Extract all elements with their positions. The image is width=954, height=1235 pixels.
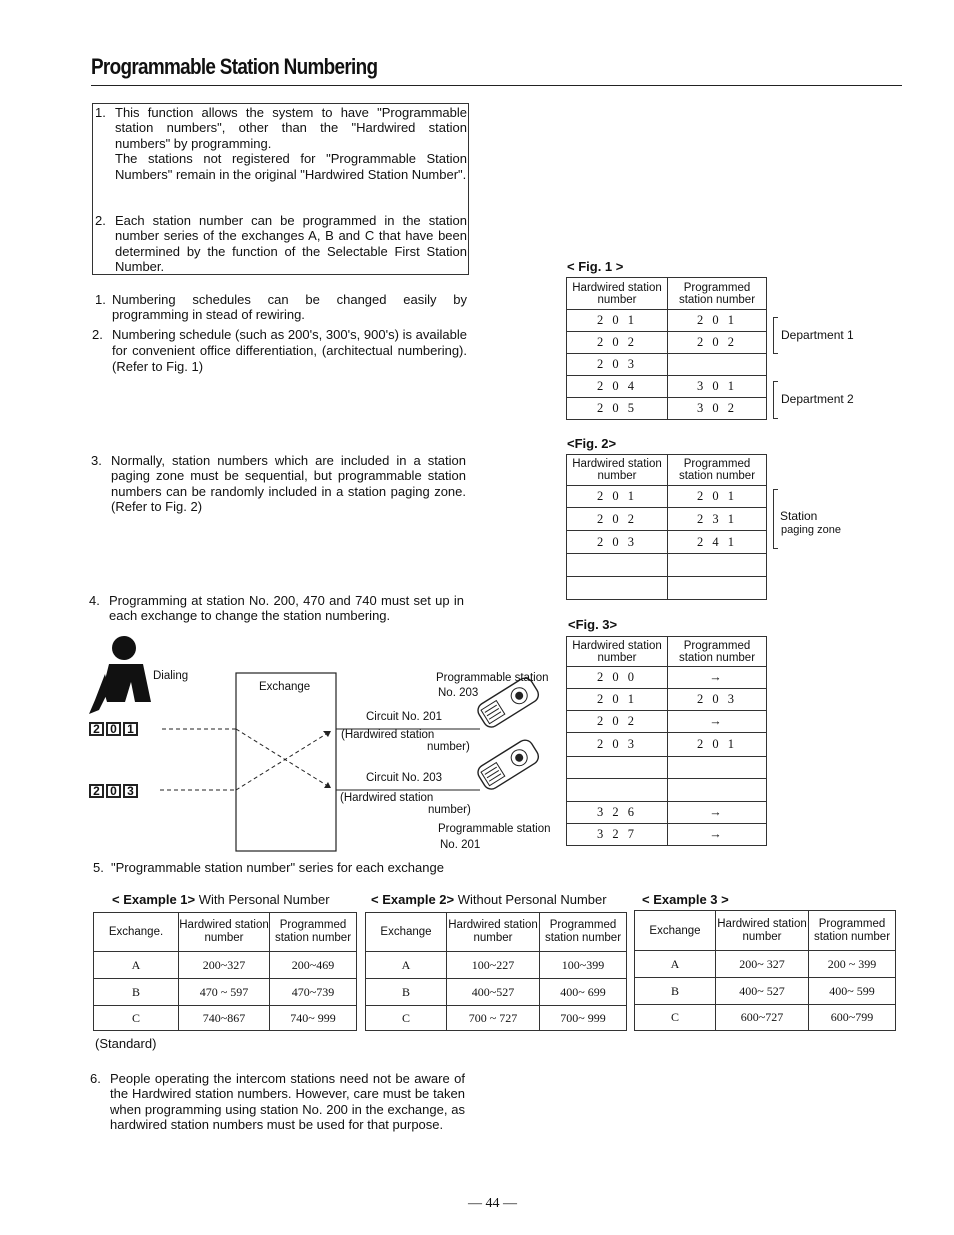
table-cell: 2 0 0 — [567, 667, 668, 689]
ex3-header-exchange: Exchange — [635, 911, 716, 951]
table-cell: 2 0 5 — [567, 398, 668, 420]
table-cell: A — [635, 951, 716, 978]
exchange-label: Exchange — [259, 681, 311, 693]
brace-department-2 — [773, 381, 778, 419]
table-cell: 400~527 — [447, 979, 540, 1006]
table-cell: 200~ 327 — [716, 951, 809, 978]
example-1-table — [93, 912, 357, 1031]
item-1: 1. Numbering schedules can be changed easily by programming in stead of rewiring. — [95, 292, 467, 323]
table-cell: 2 0 1 — [567, 486, 668, 508]
example-2-table — [365, 912, 627, 1031]
table-cell: 200~469 — [270, 952, 357, 979]
table-cell — [668, 779, 767, 802]
key-digit: 0 — [106, 722, 121, 736]
fig3-header-hw: Hardwired station number — [567, 637, 668, 667]
fig1-label: < Fig. 1 > — [567, 259, 624, 274]
standard-label: (Standard) — [95, 1036, 157, 1051]
key-digit: 1 — [123, 722, 138, 736]
fig3-table — [566, 636, 767, 846]
prog-station-201-line1: Programmable station — [438, 823, 551, 835]
table-cell — [567, 779, 668, 802]
ex3-header-hw: Hardwired station number — [716, 911, 809, 951]
brace-department-1 — [773, 317, 778, 354]
table-cell: B — [635, 978, 716, 1005]
table-cell: 600~799 — [809, 1005, 896, 1031]
hardwired-b-line2: number) — [428, 804, 471, 816]
table-cell — [668, 554, 767, 577]
exchange-box — [236, 673, 336, 851]
ex1-header-hw: Hardwired station number — [179, 913, 270, 952]
table-cell: C — [366, 1006, 447, 1031]
table-cell: 100~227 — [447, 952, 540, 979]
table-cell: 2 0 3 — [668, 689, 767, 711]
table-cell — [567, 577, 668, 600]
fig2-header-hw: Hardwired station number — [567, 455, 668, 486]
prog-station-201-line2: No. 201 — [440, 839, 481, 851]
keypad-203 — [89, 784, 138, 798]
example-3-table — [634, 910, 896, 1031]
key-digit: 2 — [89, 722, 104, 736]
example-2-heading: < Example 2> Without Personal Number — [371, 892, 607, 907]
table-cell: C — [635, 1005, 716, 1031]
table-cell: 470~739 — [270, 979, 357, 1006]
table-cell: B — [366, 979, 447, 1006]
table-cell: 200~327 — [179, 952, 270, 979]
intro-item-1: 1. This function allows the system to have "Programmable station numbers", other than the "Hardwired station numbers" by programming. The stations not registered for "Programmable Station Numbers" remain in the original "Hardwired Station Number". — [95, 105, 467, 182]
ex2-header-prog: Programmed station number — [540, 913, 627, 952]
table-cell: 2 0 3 — [567, 531, 668, 554]
table-cell: 2 0 1 — [567, 310, 668, 332]
hardwired-a-line1: (Hardwired station — [341, 729, 435, 741]
table-cell: 2 0 2 — [567, 332, 668, 354]
item-5: 5. "Programmable station number" series for each exchange — [93, 860, 444, 875]
paging-zone-label-1: Station — [780, 509, 818, 523]
table-cell — [668, 757, 767, 779]
table-cell: 3 2 6 — [567, 802, 668, 824]
department-1-label: Department 1 — [781, 328, 854, 342]
department-2-label: Department 2 — [781, 392, 854, 406]
circuit-201-label: Circuit No. 201 — [366, 711, 443, 723]
page-title: Programmable Station Numbering — [91, 54, 378, 79]
table-cell: 2 0 4 — [567, 376, 668, 398]
table-cell: → — [668, 711, 767, 733]
ex2-header-hw: Hardwired station number — [447, 913, 540, 952]
item-4: 4. Programming at station No. 200, 470 and 740 must set up in each exchange to change the station numbering. — [89, 593, 464, 624]
item-2: 2. Numbering schedule (such as 200's, 300's, 900's) is available for convenient office differentiation, (architectual numbering). (Refer to Fig. 1) — [92, 327, 467, 374]
fig1-table — [566, 277, 767, 420]
table-cell: 740~ 999 — [270, 1006, 357, 1031]
table-cell: 600~727 — [716, 1005, 809, 1031]
example-3-heading: < Example 3 > — [642, 892, 729, 907]
table-cell: C — [94, 1006, 179, 1031]
table-cell: 100~399 — [540, 952, 627, 979]
table-cell: 2 4 1 — [668, 531, 767, 554]
table-cell: 700~ 999 — [540, 1006, 627, 1031]
table-cell: 3 0 2 — [668, 398, 767, 420]
fig2-table — [566, 454, 767, 600]
table-cell — [567, 554, 668, 577]
table-cell: 2 0 2 — [668, 332, 767, 354]
table-cell: 400~ 699 — [540, 979, 627, 1006]
table-cell: 2 0 2 — [567, 711, 668, 733]
example-1-heading: < Example 1> With Personal Number — [112, 892, 330, 907]
hardwired-a-line2: number) — [427, 741, 470, 753]
table-cell: 470 ~ 597 — [179, 979, 270, 1006]
table-cell: A — [366, 952, 447, 979]
item-6: 6. People operating the intercom stations need not be aware of the Hardwired station numbers. However, care must be taken when programming using station No. 200 in the exchange, as hardwired station numbers must be used for that purpose. — [90, 1071, 465, 1133]
key-digit: 3 — [123, 784, 138, 798]
brace-paging-zone — [773, 489, 778, 549]
ex1-header-prog: Programmed station number — [270, 913, 357, 952]
table-cell: B — [94, 979, 179, 1006]
table-cell: 2 0 1 — [567, 689, 668, 711]
table-cell: 2 0 1 — [668, 310, 767, 332]
table-cell: 3 2 7 — [567, 824, 668, 846]
table-cell — [668, 354, 767, 376]
table-cell: 740~867 — [179, 1006, 270, 1031]
table-cell: 700 ~ 727 — [447, 1006, 540, 1031]
fig1-header-hw: Hardwired station number — [567, 278, 668, 310]
table-cell: 200 ~ 399 — [809, 951, 896, 978]
table-cell — [567, 757, 668, 779]
hardwired-b-line1: (Hardwired station — [340, 792, 434, 804]
table-cell: 2 0 1 — [668, 733, 767, 757]
title-rule — [91, 85, 902, 86]
fig1-header-prog: Programmed station number — [668, 278, 767, 310]
ex2-header-exchange: Exchange — [366, 913, 447, 952]
table-cell: 400~ 527 — [716, 978, 809, 1005]
paging-zone-label-2: paging zone — [781, 524, 841, 536]
prog-station-203-line1: Programmable station — [436, 672, 549, 684]
fig3-header-prog: Programmed station number — [668, 637, 767, 667]
table-cell: → — [668, 824, 767, 846]
table-cell: 2 0 3 — [567, 733, 668, 757]
keypad-201 — [89, 722, 138, 736]
ex1-header-exchange: Exchange. — [94, 913, 179, 952]
dialing-label: Dialing — [153, 670, 189, 682]
fig2-header-prog: Programmed station number — [668, 455, 767, 486]
table-cell: 2 0 3 — [567, 354, 668, 376]
table-cell — [668, 577, 767, 600]
table-cell: 2 0 1 — [668, 486, 767, 508]
key-digit: 0 — [106, 784, 121, 798]
key-digit: 2 — [89, 784, 104, 798]
table-cell: 2 3 1 — [668, 508, 767, 531]
ex3-header-prog: Programmed station number — [809, 911, 896, 951]
station-201-icon — [475, 737, 541, 792]
table-cell: → — [668, 667, 767, 689]
table-cell: 3 0 1 — [668, 376, 767, 398]
table-cell: 2 0 2 — [567, 508, 668, 531]
prog-station-203-line2: No. 203 — [438, 687, 479, 699]
fig2-label: <Fig. 2> — [567, 436, 617, 451]
page-number: — 44 — — [468, 1196, 517, 1211]
table-cell: 400~ 599 — [809, 978, 896, 1005]
item-3: 3. Normally, station numbers which are included in a station paging zone must be sequential, but programmable station numbers can be randomly included in a station paging zone. (Refer to Fig. 2) — [91, 453, 466, 515]
table-cell: A — [94, 952, 179, 979]
intro-item-2: 2. Each station number can be programmed in the station number series of the exchanges A, B and C that have been determined by the function of the Selectable First Station Number. — [95, 213, 467, 275]
person-icon — [89, 636, 151, 714]
circuit-203-label: Circuit No. 203 — [366, 772, 443, 784]
table-cell: → — [668, 802, 767, 824]
fig3-label: <Fig. 3> — [568, 617, 618, 632]
